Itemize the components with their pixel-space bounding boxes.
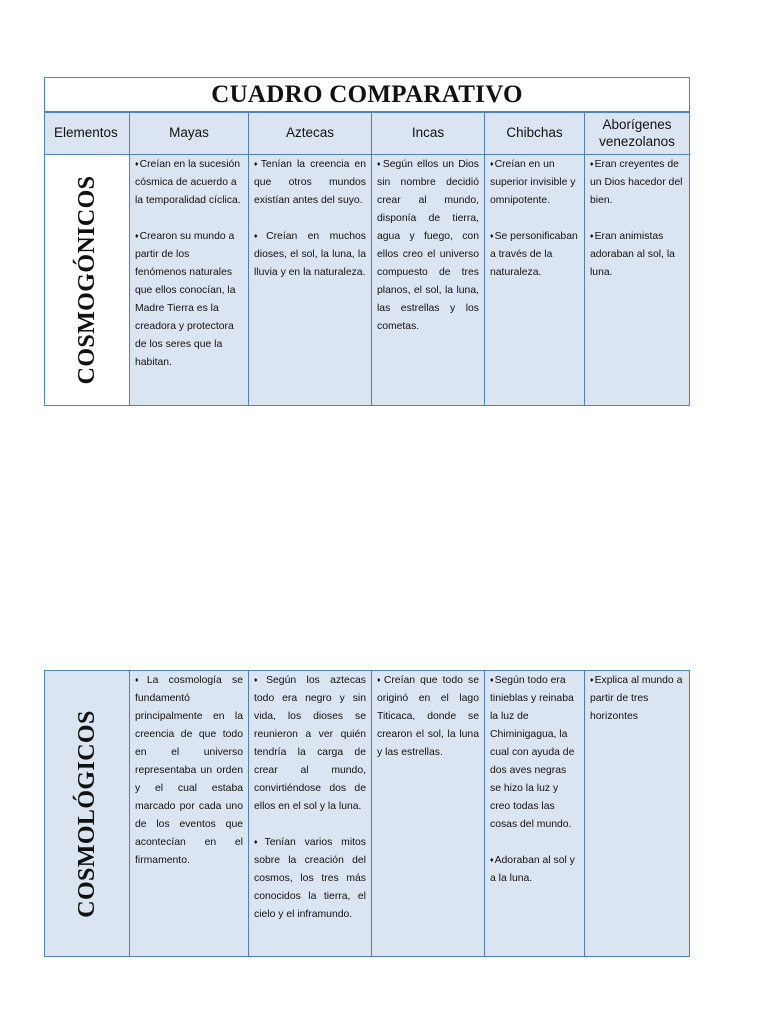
cell-paragraph <box>590 156 684 210</box>
cell-aztecas <box>249 155 372 406</box>
row-cosmologicos <box>45 671 690 957</box>
cell-incas <box>372 671 485 957</box>
document-title: CUADRO COMPARATIVO <box>45 78 690 113</box>
cell-paragraph <box>490 156 579 210</box>
cell-paragraph <box>135 156 243 210</box>
cell-aztecas <box>249 671 372 957</box>
diamond-bullet-icon: ♦ <box>135 161 139 168</box>
header-aztecas: Aztecas <box>249 112 372 155</box>
cell-mayas <box>130 155 249 406</box>
cell-text: Eran animistas adoraban al sol, la luna. <box>590 231 675 278</box>
cell-paragraph <box>254 156 366 210</box>
cell-text: Adoraban al sol y a la luna. <box>490 855 575 884</box>
cell-paragraph <box>135 672 243 870</box>
cell-text: La cosmología se fundamentó principalmente en la creencia de que todo en el universo representaba un orden y el cual estaba marcado por cada uno de los eventos que acontecían en el firmamento. <box>135 675 243 866</box>
cell-chibchas <box>485 155 585 406</box>
header-chibchas: Chibchas <box>485 112 585 155</box>
cell-mayas <box>130 671 249 957</box>
row-label-cosmologicos: COSMOLÓGICOS <box>74 709 100 918</box>
header-elementos: Elementos <box>45 112 130 155</box>
cell-paragraph <box>135 228 243 372</box>
cell-text: Tenían varios mitos sobre la creación del cosmos, los tres más conocidos la tierra, el cielo y el inframundo. <box>254 837 366 920</box>
cell-aborigenes <box>585 671 690 957</box>
cell-paragraph <box>590 228 684 282</box>
diamond-bullet-icon: ♦ <box>490 161 494 168</box>
row-cosmogonicos <box>45 155 690 406</box>
diamond-bullet-icon: ♦ <box>377 161 382 168</box>
cell-text: Según ellos un Dios sin nombre decidió crear al mundo, disponía de tierra, agua y fuego, con ellos creo el universo compuesto de tres planos, el sol, la luna, las estrellas y los cometas. <box>377 159 479 332</box>
header-mayas: Mayas <box>130 112 249 155</box>
diamond-bullet-icon: ♦ <box>254 677 266 684</box>
diamond-bullet-icon: ♦ <box>490 677 494 684</box>
cell-incas <box>372 155 485 406</box>
cell-text: Creían que todo se originó en el lago Titicaca, donde se crearon el sol, la luna y las estrellas. <box>377 675 479 758</box>
diamond-bullet-icon: ♦ <box>490 857 494 864</box>
row-label-cell <box>45 671 130 957</box>
diamond-bullet-icon: ♦ <box>590 233 594 240</box>
cell-paragraph <box>377 672 479 762</box>
cell-paragraph <box>490 852 579 888</box>
diamond-bullet-icon: ♦ <box>254 161 260 168</box>
diamond-bullet-icon: ♦ <box>135 677 146 684</box>
cell-text: Explica al mundo a partir de tres horizontes <box>590 675 683 722</box>
diamond-bullet-icon: ♦ <box>135 233 139 240</box>
header-row <box>45 112 690 155</box>
cell-text: Creían en muchos dioses, el sol, la luna, la lluvia y en la naturaleza. <box>254 231 366 278</box>
cell-paragraph <box>490 228 579 282</box>
cell-paragraph <box>590 672 684 726</box>
cell-text: Según todo era tinieblas y reinaba la luz de Chiminigagua, la cual con ayuda de dos aves negras se hizo la luz y creo todas las cosas del mundo. <box>490 675 575 830</box>
comparison-table-cosmologicos <box>44 670 690 957</box>
diamond-bullet-icon: ♦ <box>590 161 594 168</box>
diamond-bullet-icon: ♦ <box>490 233 494 240</box>
cell-paragraph <box>377 156 479 336</box>
cell-chibchas <box>485 671 585 957</box>
row-label-cell <box>45 155 130 406</box>
diamond-bullet-icon: ♦ <box>254 233 266 240</box>
header-incas: Incas <box>372 112 485 155</box>
cell-text: Tenían la creencia en que otros mundos existían antes del suyo. <box>254 159 366 206</box>
cell-text: Se personificaban a través de la naturaleza. <box>490 231 578 278</box>
cell-text: Eran creyentes de un Dios hacedor del bien. <box>590 159 683 206</box>
cell-paragraph <box>254 228 366 282</box>
comparison-table-cosmogonicos <box>44 77 690 406</box>
cell-paragraph <box>490 672 579 834</box>
cell-paragraph <box>254 672 366 816</box>
row-label-cosmogonicos: COSMOGÓNICOS <box>74 175 100 385</box>
cell-paragraph <box>254 834 366 924</box>
diamond-bullet-icon: ♦ <box>254 839 264 846</box>
cell-text: Creían en un superior invisible y omnipotente. <box>490 159 576 206</box>
cell-text: Según los aztecas todo era negro y sin vida, los dioses se reunieron a ver quién tendría la carga de crear al mundo, convirtiéndose dos de ellos en el sol y la luna. <box>254 675 366 812</box>
diamond-bullet-icon: ♦ <box>590 677 594 684</box>
diamond-bullet-icon: ♦ <box>377 677 383 684</box>
cell-text: Crearon su mundo a partir de los fenómenos naturales que ellos conocían, la Madre Tierra es la creadora y protectora de los seres que la habitan. <box>135 231 236 368</box>
cell-text: Creían en la sucesión cósmica de acuerdo a la temporalidad cíclica. <box>135 159 241 206</box>
cell-aborigenes <box>585 155 690 406</box>
header-aborigenes: Aborígenes venezolanos <box>585 112 690 155</box>
